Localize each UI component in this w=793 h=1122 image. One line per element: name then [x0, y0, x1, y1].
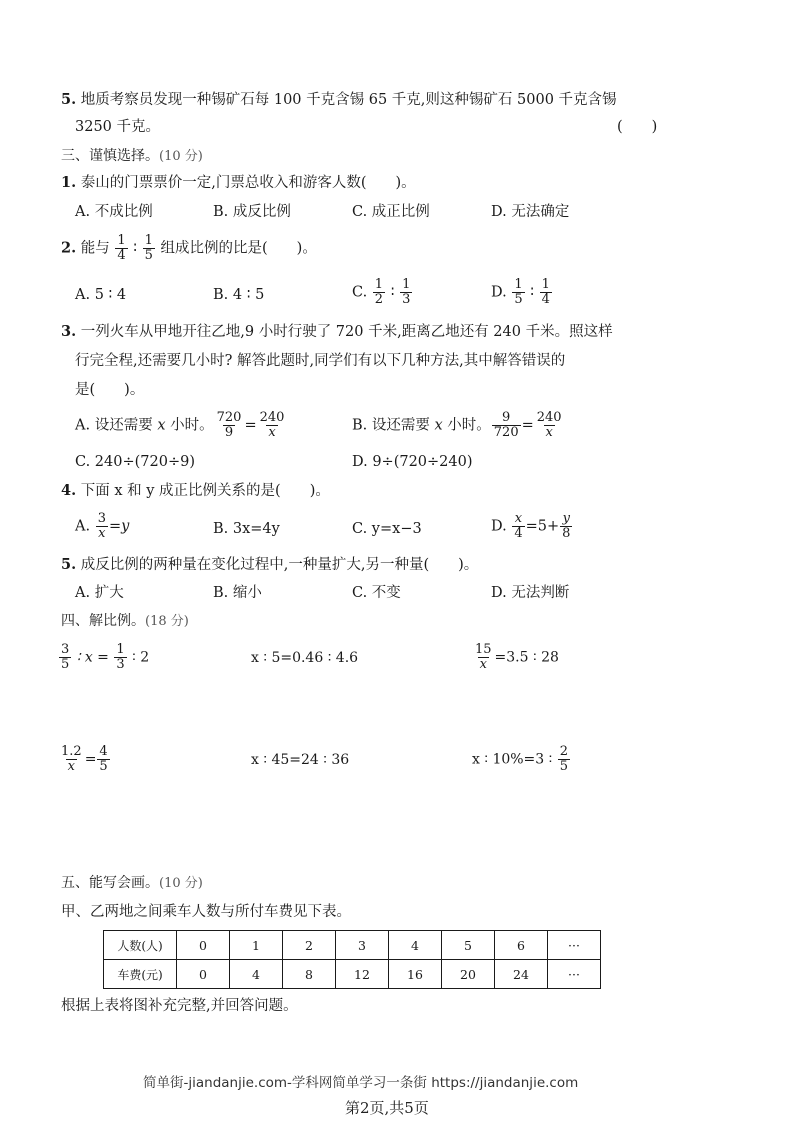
- table-row: [104, 960, 601, 989]
- option-text: 小时。: [447, 417, 491, 434]
- fraction: [512, 278, 524, 307]
- question-number: 3.: [61, 323, 77, 340]
- numerator: y: [562, 511, 570, 526]
- section-score: (10 分): [159, 876, 203, 891]
- option-b: B. 4 ∶ 5: [213, 287, 265, 303]
- fraction: [558, 745, 570, 774]
- proportion-3: [472, 643, 559, 672]
- numerator: 9: [502, 410, 511, 425]
- table-cell: ···: [548, 931, 601, 960]
- fraction: [492, 411, 521, 440]
- colon: ∶: [390, 284, 395, 301]
- option-b: [352, 411, 565, 440]
- option-text: A. 设还需要: [75, 417, 153, 434]
- denominator: x: [98, 526, 106, 541]
- fraction: [59, 643, 71, 672]
- numerator: 1: [117, 233, 126, 248]
- answer-paren: ( ): [617, 119, 658, 135]
- table-cell: 4: [389, 931, 442, 960]
- variable: x: [157, 417, 166, 434]
- section-title: 三、谨慎选择。: [61, 148, 159, 164]
- fraction: [115, 234, 127, 263]
- colon: ∶: [133, 240, 138, 257]
- option-text: =y: [108, 518, 130, 535]
- question-text: 成反比例的两种量在变化过程中,一种量扩大,另一种量( )。: [80, 557, 479, 573]
- equals: =: [84, 751, 97, 768]
- variable: x: [434, 417, 443, 434]
- fraction: [540, 278, 552, 307]
- option-c: C. 240÷(720÷9): [75, 454, 195, 470]
- option-d: [491, 512, 573, 541]
- question-number: 1.: [61, 174, 77, 191]
- section-5-heading: [61, 873, 203, 894]
- option-d: D. 9÷(720÷240): [352, 454, 473, 470]
- numerator: 3: [61, 642, 70, 657]
- question-text-line3: 是( )。: [75, 382, 145, 398]
- table-cell: 12: [336, 960, 389, 989]
- option-label: A.: [75, 518, 91, 535]
- section-5-instruction: 根据上表将图补充完整,并回答问题。: [61, 998, 298, 1014]
- question-text-line1: 地质考察员发现一种锡矿石每 100 千克含锡 65 千克,则这种锡矿石 5000 千克含锡: [80, 92, 617, 108]
- mc-question-4: [61, 481, 330, 501]
- option-d: [491, 278, 553, 307]
- question-number: 5.: [61, 556, 77, 573]
- fraction: [258, 411, 287, 440]
- numerator: 240: [536, 410, 562, 425]
- numerator: x: [514, 511, 523, 526]
- table-cell: 0: [177, 960, 230, 989]
- section-score: (18 分): [145, 614, 189, 629]
- option-text: B. 设还需要: [352, 417, 430, 434]
- numerator: 3: [97, 511, 106, 526]
- section-score: (10 分): [159, 149, 203, 164]
- denominator: 9: [224, 425, 234, 440]
- option-a: A. 不成比例: [75, 204, 153, 220]
- option-b: B. 3x=4y: [213, 521, 280, 537]
- numerator: 15: [475, 642, 492, 657]
- denominator: 5: [514, 292, 523, 307]
- denominator: 5: [144, 248, 153, 263]
- denominator: 8: [562, 526, 571, 541]
- table-cell: ···: [548, 960, 601, 989]
- option-a: [75, 512, 129, 541]
- table-cell: 16: [389, 960, 442, 989]
- denominator: 720: [493, 425, 519, 440]
- denominator: 5: [99, 759, 108, 774]
- equation-text: ∶ x =: [76, 649, 109, 666]
- numerator: 1: [116, 642, 125, 657]
- table-cell: 24: [495, 960, 548, 989]
- numerator: 1: [374, 277, 384, 292]
- table-cell: 5: [442, 931, 495, 960]
- numerator: 4: [99, 744, 108, 759]
- fraction: [97, 745, 109, 774]
- fraction: [560, 512, 572, 541]
- option-text: 小时。: [170, 417, 214, 434]
- section-title: 五、能写会画。: [61, 875, 159, 891]
- option-label: C.: [352, 284, 368, 301]
- option-a: A. 扩大: [75, 585, 124, 601]
- numerator: 240: [259, 410, 285, 425]
- option-text: =5+: [525, 518, 560, 535]
- mc-question-3: [61, 322, 613, 342]
- fraction: [143, 234, 155, 263]
- question-text-pre: 能与: [80, 240, 110, 257]
- row-header: 车费(元): [104, 960, 177, 989]
- table-cell: 1: [230, 931, 283, 960]
- option-b: B. 成反比例: [213, 204, 291, 220]
- proportion-4: [58, 745, 111, 774]
- fraction: [400, 278, 412, 307]
- question-text: 泰山的门票票价一定,门票总收入和游客人数( )。: [80, 175, 416, 191]
- section-3-heading: [61, 146, 203, 167]
- question-text-post: 组成比例的比是( )。: [160, 240, 317, 257]
- numerator: 1: [144, 233, 153, 248]
- option-d: D. 无法判断: [491, 585, 570, 601]
- mc-question-5: [61, 555, 478, 575]
- option-label: D.: [491, 518, 507, 535]
- option-b: B. 缩小: [213, 585, 262, 601]
- page-number: 第2页,共5页: [345, 1099, 429, 1117]
- denominator: x: [479, 657, 487, 672]
- equation-text: ∶ 2: [132, 649, 150, 666]
- numerator: 2: [559, 744, 569, 759]
- equation-text: =3.5 ∶ 28: [494, 649, 559, 666]
- question-text-line1: 一列火车从甲地开往乙地,9 小时行驶了 720 千米,距离乙地还有 240 千米。照这样: [80, 324, 613, 340]
- proportion-2: x ∶ 5=0.46 ∶ 4.6: [251, 650, 359, 666]
- mc-question-2: [61, 234, 317, 263]
- option-c: C. 成正比例: [352, 204, 430, 220]
- denominator: 5: [61, 657, 70, 672]
- question-text-line2: 行完全程,还需要几小时? 解答此题时,同学们有以下几种方法,其中解答错误的: [75, 353, 566, 369]
- numerator: 1: [514, 277, 523, 292]
- colon: ∶: [530, 284, 534, 301]
- fare-table: [103, 930, 601, 989]
- denominator: 4: [541, 292, 550, 307]
- proportion-6: [472, 745, 571, 774]
- footer-watermark: 简单街-jiandanjie.com-学科网简单学习一条街 https://jiandanjie.com: [143, 1075, 579, 1091]
- numerator: 1.2: [61, 744, 82, 759]
- table-row: [104, 931, 601, 960]
- section-title: 四、解比例。: [61, 613, 145, 629]
- table-cell: 2: [283, 931, 336, 960]
- proportion-5: x ∶ 45=24 ∶ 36: [251, 752, 350, 768]
- table-cell: 6: [495, 931, 548, 960]
- denominator: 4: [117, 248, 126, 263]
- option-label: D.: [491, 284, 507, 301]
- table-cell: 20: [442, 960, 495, 989]
- question-number: 4.: [61, 482, 77, 499]
- denominator: 3: [402, 292, 411, 307]
- option-c: C. y=x−3: [352, 521, 422, 537]
- table-cell: 4: [230, 960, 283, 989]
- proportion-1: [58, 643, 149, 672]
- fraction: [473, 643, 494, 672]
- option-a: [75, 411, 287, 440]
- table-cell: 3: [336, 931, 389, 960]
- fraction: [215, 411, 244, 440]
- denominator: 4: [514, 526, 523, 541]
- question-number: 5.: [61, 91, 77, 108]
- tf-question-5: [61, 90, 617, 110]
- denominator: 3: [116, 657, 125, 672]
- numerator: 1: [541, 277, 550, 292]
- mc-question-1: [61, 173, 416, 193]
- denominator: 2: [374, 292, 384, 307]
- option-c: [352, 278, 413, 307]
- equals: =: [521, 417, 534, 434]
- option-c: C. 不变: [352, 585, 401, 601]
- question-text: 下面 x 和 y 成正比例关系的是( )。: [80, 483, 330, 499]
- equation-text: x ∶ 10%=3 ∶: [472, 751, 553, 768]
- fraction: [373, 278, 385, 307]
- option-a: A. 5 ∶ 4: [75, 287, 127, 303]
- question-text-line2: 3250 千克。: [75, 119, 161, 135]
- option-d: D. 无法确定: [491, 204, 570, 220]
- denominator: x: [545, 425, 553, 440]
- fraction: [512, 512, 524, 541]
- section-5-intro: 甲、乙两地之间乘车人数与所付车费见下表。: [61, 904, 351, 920]
- fraction: [114, 643, 126, 672]
- equals: =: [244, 417, 257, 434]
- denominator: 5: [559, 759, 569, 774]
- section-4-heading: [61, 611, 189, 632]
- fraction: [96, 512, 108, 541]
- numerator: 720: [216, 410, 242, 425]
- numerator: 1: [402, 277, 411, 292]
- table-cell: 0: [177, 931, 230, 960]
- row-header: 人数(人): [104, 931, 177, 960]
- fraction: [535, 411, 564, 440]
- denominator: x: [67, 759, 76, 774]
- question-number: 2.: [61, 239, 77, 257]
- denominator: x: [268, 425, 276, 440]
- table-cell: 8: [283, 960, 336, 989]
- fraction: [59, 745, 84, 774]
